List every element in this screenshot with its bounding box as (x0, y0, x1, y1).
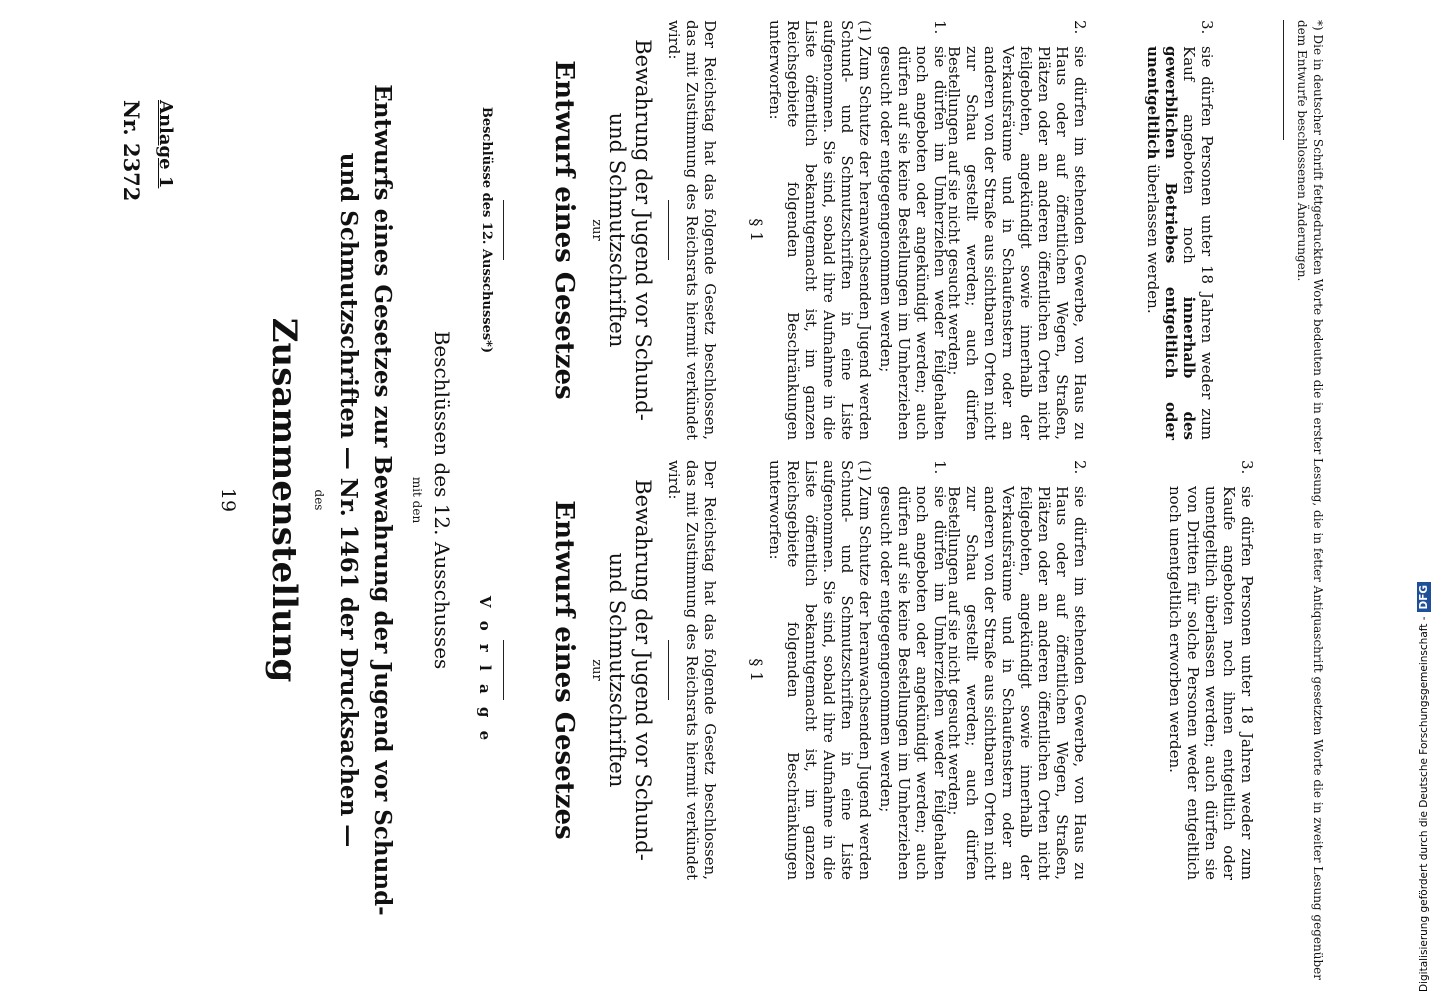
item-text: sie dürfen im Umherziehen weder feilgehalten noch angeboten oder angekündigt werden; auch dürfen auf sie keine Bestellungen im Umherziehen gesucht oder entgegengenommen werden; (877, 46, 949, 440)
footnote-rule (1283, 20, 1284, 140)
item-number: 1. (931, 20, 949, 35)
right-intro: Der Reichstag hat das folgende Gesetz beschlossen, das mit Zustimmung des Reichsrats hiermit verkündet wird: (665, 20, 719, 440)
item-text-part: sie dürfen Personen unter 18 Jahren weder zum Kauf angeboten noch (1180, 46, 1216, 440)
credit-text-row (1413, 8, 1434, 992)
item-number: 2. (1071, 460, 1089, 475)
right-item-1 (877, 20, 949, 440)
annex-label: Anlage 1 (155, 100, 176, 189)
left-intro: Der Reichstag hat das folgende Gesetz beschlossen, das mit Zustimmung des Reichsrats hiermit verkündet wird: (665, 460, 719, 880)
divider (503, 200, 504, 260)
page-number: 19 (217, 487, 239, 513)
dfg-logo: DFG (1417, 582, 1431, 613)
left-item-3 (1166, 460, 1256, 880)
item-text: sie dürfen Personen unter 18 Jahren weder zum Kaufe angeboten noch ihnen entgeltlich oder unentgeltlich überlassen werden; auch dürfen sie von Dritten für solche Personen weder entgeltlich noch unentgeltlich erworben werden. (1166, 486, 1256, 880)
right-section: § 1 (747, 218, 766, 242)
item-number: 3. (1198, 20, 1216, 35)
right-heading: Entwurf eines Gesetzes (549, 60, 579, 400)
left-heading-2: Bewahrung der Jugend vor Schund- und Schmutzschriften (605, 479, 655, 861)
left-zur: zur (589, 659, 604, 681)
item-text: sie dürfen im stehenden Gewerbe, von Haus zu Haus oder auf öffentlichen Wegen, Straßen, Plätzen oder an anderen öffentlichen Orten nicht feilgeboten, angekündigt sowie innerhalb der Verkaufsräume und in Schaufenstern oder an anderen von der Straße aus sichtbaren Orten nicht zur Schau gestellt werden; auch dürfen Bestellungen auf sie nicht gesucht werden; (945, 46, 1089, 440)
document-subtitle: Entwurfs eines Gesetzes zur Bewahrung der Jugend vor Schund- und Schmutzschriften — Nr. 1461 der Drucksachen — (335, 84, 396, 916)
title-des: des (312, 489, 326, 511)
left-section: § 1 (747, 658, 766, 682)
right-paragraph-1: (1) Zum Schutze der heranwachsenden Jugend werden Schund- und Schmutzschriften in eine Liste aufgenommen. Sie sind, sobald ihre Aufnahme in die Liste öffentlich bekanntgemacht ist, im ganzen Reichsgebiete folgenden Beschränkungen unterworfen: (766, 20, 874, 440)
footnote: *) Die in deutscher Schrift fettgedruckten Worte bedeuten die in erster Lesung, die in fetter Antiquaschrift gesetzten Worte die in zweiter Lesung gegenüber dem Entwurfe beschlossenen Änderungen. (1295, 20, 1325, 980)
column-header-vorlage: V o r l a g e (476, 595, 494, 745)
credit-text: Digitalisierung gefördert durch die Deutsche Forschungsgemeinschaft - (1418, 616, 1430, 992)
right-item-2 (945, 20, 1089, 440)
left-item-2 (945, 460, 1089, 880)
divider (503, 640, 504, 700)
left-item-1 (877, 460, 949, 880)
right-heading-2: Bewahrung der Jugend vor Schund- und Schmutzschriften (605, 39, 655, 421)
item-text-part: überlassen werden. (1144, 159, 1162, 314)
digitization-credit (1413, 8, 1434, 992)
column-header-beschluesse: Beschlüsse des 12. Ausschusses*) (479, 106, 494, 354)
left-paragraph-1: (1) Zum Schutze der heranwachsenden Jugend werden Schund- und Schmutzschriften in eine Liste aufgenommen. Sie sind, sobald ihre Aufnahme in die Liste öffentlich bekanntgemacht ist, im ganzen Reichsgebiete folgenden Beschränkungen unterworfen: (766, 460, 874, 880)
item-number: 2. (1071, 20, 1089, 35)
right-item-3 (1144, 20, 1216, 440)
right-zur: zur (589, 219, 604, 241)
print-number: Nr. 2372 (119, 100, 144, 202)
item-text-bold-change: innerhalb des gewerblichen Betriebes entgeltlich oder unentgeltlich (1144, 46, 1198, 441)
mit-den: mit den (410, 476, 424, 524)
item-number: 3. (1238, 460, 1256, 475)
item-text (1144, 46, 1216, 440)
item-number: 1. (931, 460, 949, 475)
page-title: Zusammenstellung (264, 317, 304, 683)
left-heading: Entwurf eines Gesetzes (549, 500, 579, 840)
item-text: sie dürfen im stehenden Gewerbe, von Haus zu Haus oder auf öffentlichen Wegen, Straßen, Plätzen oder an anderen öffentlichen Orten nicht feilgeboten, angekündigt sowie innerhalb der Verkaufsräume und in Schaufenstern oder an anderen von der Straße aus sichtbaren Orten nicht zur Schau gestellt werden; auch dürfen Bestellungen auf sie nicht gesucht werden; (945, 486, 1089, 880)
committee-subtitle: Beschlüssen des 12. Ausschusses (430, 330, 454, 670)
item-text: sie dürfen im Umherziehen weder feilgehalten noch angeboten oder angekündigt werden; auch dürfen auf sie keine Bestellungen im Umherziehen gesucht oder entgegengenommen werden; (877, 486, 949, 880)
